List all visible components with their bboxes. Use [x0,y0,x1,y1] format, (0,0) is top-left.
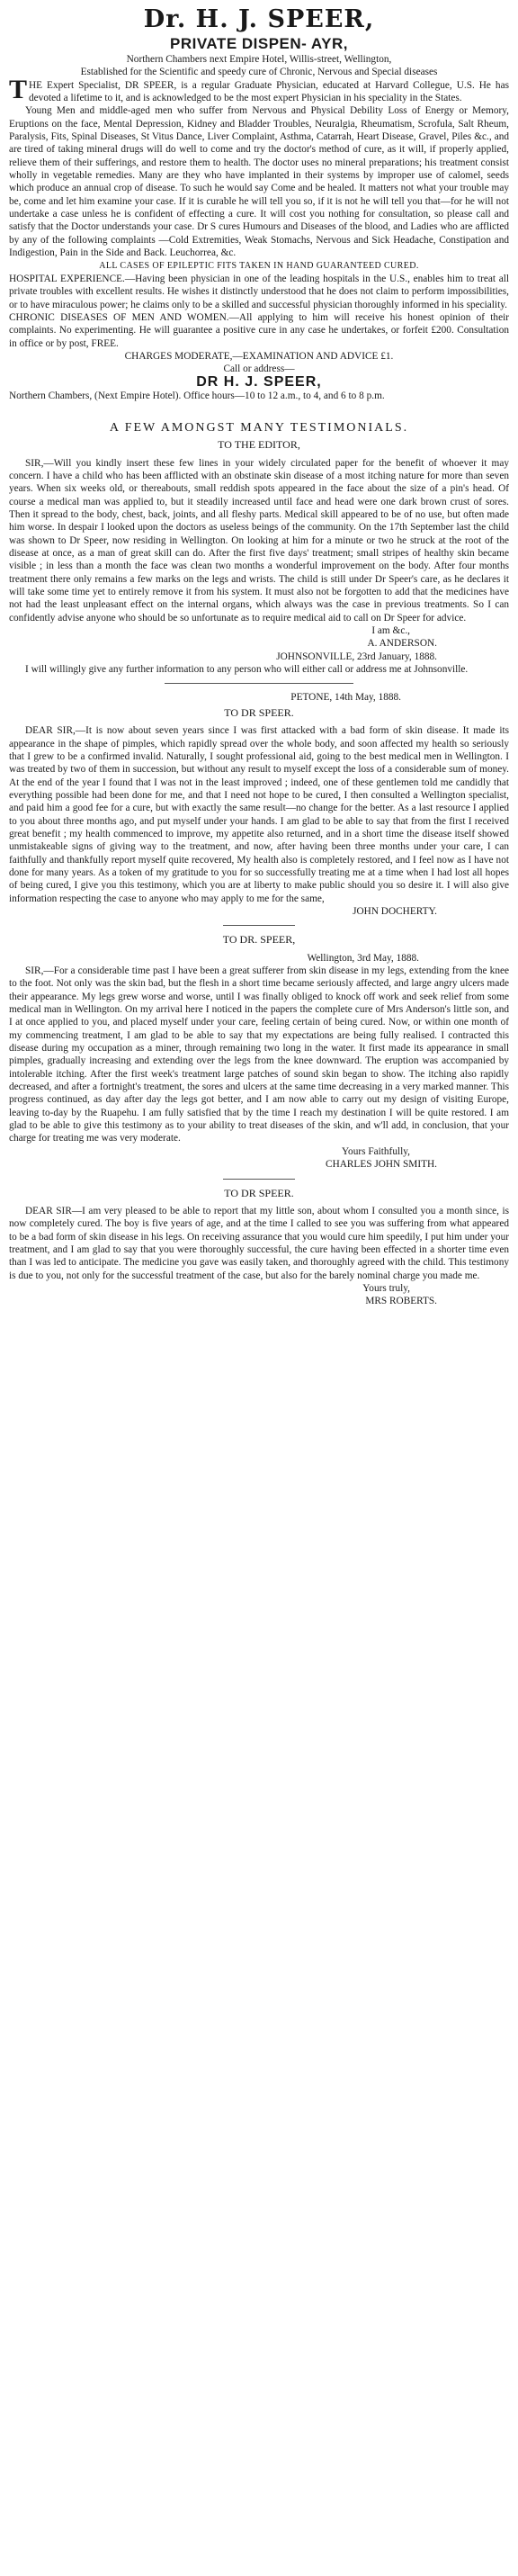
divider [165,683,353,684]
advert-call-name [9,373,509,390]
divider [223,1179,295,1180]
t4-signature: MRS ROBERTS. [365,1296,437,1307]
t4-to: TO DR SPEER. [224,1186,294,1199]
dropcap-t: T [9,74,28,104]
newspaper-page [9,0,509,2576]
t2-to: TO DR SPEER. [224,705,294,719]
t3-to: TO DR. SPEER, [222,933,296,947]
advert-hours: Northern Chambers, (Next Empire Hotel). Office hours—10 to 12 a.m., to 4, and 6 to 8 p.m. [9,390,385,401]
t4-body: DEAR SIR—I am very pleased to be able to report that my little son, about whom I consulted you a month since, is now completely cured. The boy is five years of age, and at the time I called to see you was suffering from what appeared to be a bad form of skin disease in his legs. On receiving assurance that you would cure him speedily, I put him under your treatment, and I am glad to say that you were thoroughly successful, the cure having been effected in a shorter time even than I was led to anticipate. The medicine you gave was easily taken, and thoroughly agreed with the child. This testimony is due to you, not only for the successful treatment of the case, but also for the barely nominal charge you made me. [9,1205,509,1281]
t1-to: TO THE EDITOR, [218,438,300,452]
advert-charges: CHARGES MODERATE,—EXAMINATION AND ADVICE £1. [124,350,394,362]
advert-address: Northern Chambers next Empire Hotel, Willis-street, Wellington, [126,54,392,65]
t2-place-date: PETONE, 14th May, 1888. [290,692,401,704]
t3-place-date: Wellington, 3rd May, 1888. [307,952,419,964]
divider [223,925,295,926]
testimonials-heading: A FEW AMONGST MANY TESTIMONIALS. [109,421,409,435]
t4-closing: Yours truly, [362,1282,410,1294]
call-name: DR H. J. SPEER, [196,373,322,390]
t3-closing: Yours Faithfully, [342,1145,410,1157]
advert-title: Dr. H. J. SPEER, [143,5,375,33]
t2-signature: JOHN DOCHERTY. [353,905,437,917]
advert-call: Call or address— [223,364,295,375]
t3-body: SIR,—For a considerable time past I have been a great sufferer from skin disease in my legs, extending from the knee to the foot. Not only was the skin bad, but the flesh in a short time became seriously affected, and large angry ulcers made their appearance. My legs grew worse and worse, until I was finally obliged to knock off work and seek relief from some medical man in Wellington. On my arrival here I noticed in the papers the complete cure of Mrs Anderson's little son, and I at once applied to you, and placed myself under your care, feeling certain of being cured. Now, or within one month of my commencing treatment, I am glad to be able to say that my expectations are being fully realised. I contracted this disease during my occupation as a miner, through remaining two long in the water. It first made its appearance in small pimples, gradually increasing and extending over the legs from the knee downward. The eruption was accompanied by intolerable itching. After the first week's treatment large patches of sound skin began to show. The itching also rapidly decreased, and after a fortnight's treatment, the sores and ulcers at the same time decreasing in a very marked manner. This progress continued, as day after day the legs got better, and I am now able to carry out my design of visiting Europe, leaving to-day by the Ruapehu. I am fully satisfied that by the time I reach my destination I will be quite restored. I am glad to be able to give this testimony as to your ability to treat diseases of the skin, and w'll add, in conclusion, that your charge for treating me was very moderate. [9,965,509,1144]
advert-established: Established for the Scientific and speedy cure of Chronic, Nervous and Special diseases [80,67,438,78]
t1-body: SIR,—Will you kindly insert these few lines in your widely circulated paper for the benefit of whoever it may concern. I have a child who has been afflicted with an obstinate skin disease of a most itching nature for more than seven years. When six weeks old, or thereabouts, small reddish spots appeared in the face about the size of a pin's head. Of course a medical man was applied to, but it steadily increased until face and head were one dark brown crust of sores. Then it spread to the body, chest, back, joints, and all fleshy parts. Medical skill appeared to be of no use, but often made him worse. In despair I looked upon the doctors as useless beings of the community. On the 17th September last the child was shown to Dr Speer, now residing in Wellington. On looking at him for a minute or two he struck at the root of the disease at once, as a man of great skill can do. After the first five days' treatment; small stripes of healthy skin became visible ; in less than a month the face was clean two months a wonderful improvement on the body. After four months treatment there only remains a few marks on the legs and wrists. The child is still under Dr Speer's care, as he declares it will take some time yet to entirely remove it from his system. It must also not be forgotten to add that the medicines have not had the least unpleasant effect on the internal organs, which always was the case in previous treatments. So I can confidently advise anyone who should be so unfortunate as to require medical aid to call on Dr Speer for advice. [9,457,509,624]
advert-chronic: CHRONIC DISEASES OF MEN AND WOMEN.—All applying to him will receive his honest opinion of their complaints. No experimenting. He will guarantee a positive cure in any case he undertakes, or forfeit £200. Consultation in office or by post, FREE. [9,311,509,349]
advert-intro-text: HE Expert Specialist, DR SPEER, is a regular Graduate Physician, educated at Harvard Collegue, U.S. He has devoted a lifetime to it, and is acknowledged to be the most expert Physician in his speciality in the States. [29,79,509,104]
advert-young-men: Young Men and middle-aged men who suffer from Nervous and Physical Debility Loss of Energy or Memory, Eruptions on the face, Mental Depression, Kidney and Bladder Troubles, Neuralgia, Rheumatism, Scrofula, Salt Rheum, Paralysis, Fits, Spinal Diseases, St Vitus Dance, Liver Complaint, Asthma, Catarrah, Heart Disease, Gravel, Piles &c., and are tired of taking mineral drugs will do well to come and try the doctor's method of cure, as it will, if properly applied, relieve them of their sufferings, and restore them to health. The doctor uses no mineral preparations; his treatment consist wholly in vegetable remedies. Many are they who have implanted in their systems by improper use of calomel, seeds which produce an annual crop of disease. To such he would say Come and be healed. It matters not what your trouble may be, come and let him examine your case. If it is curable he will tell you so, if it is not he will tell you that—for he will not undertake a case unless he is confident of effecting a cure. It will cost you nothing for consultation, so please call and satisfy that the Doctor understands your case. Dr S cures Humours and Diseases of the blood, and Ladies who are afflicted by any of the following complaints —Cold Extremities, Weak Stomachs, Nervous and Sick Headache, Constipation and Indigestion, Pain in the Side and Back. Leuchorrea, &c. [9,105,509,259]
advert-subtitle: PRIVATE DISPEN- AYR, [170,35,348,52]
t2-body: DEAR SIR,—It is now about seven years since I was first attacked with a bad form of skin disease. It made its appearance in the shape of pimples, which rapidly spread over the whole body, and soon affected my health so seriously that I grew to be a confirmed invalid. Naturally, I sought professional aid, going to the best medical men in Wellington. I was treated by two of them in succession, but without any result to myself except the loss of a considerable sum of money. At the end of the year I found that I was not in the least improved ; indeed, one of these gentlemen told me candidly that everything possible had been done for me, and that I need not hope to be cured, I then consulted a Wellington specialist, and paid him a good fee for a cure, but with exactly the same result—no change for the better. As a last resource I applied to you about three months ago, and put myself under your hands. I am glad to be able to say that from the first I received great benefit ; my health commenced to improve, my appetite also returned, and in a short time the disease itself showed unmistakeable signs of giving way to the treatment, and now, after having been three months under your care, I can faithfully and thankfully report myself quite recovered, My health also is completely restored, and I feel now as I have not done for many years. As a token of my gratitude to you for so successfully treating me at a time when I had lost all hopes of being cured, I give you this testimony, which you are at liberty to make public should you so desire it. I will also give information respecting the case to anyone who may apply to me for the same, [9,725,509,904]
t1-closing: I am &c., [371,625,410,637]
advert-intro [9,74,509,105]
t3-signature: CHARLES JOHN SMITH. [326,1159,437,1171]
advert-hospital: HOSPITAL EXPERIENCE.—Having been physician in one of the leading hospitals in the U.S., enables him to treat all private troubles with excellent results. He wishes it distinctly understood that he does not claim to perform impossibilities, or to have miraculous power; he claims only to be a skilled and successful physician thoroughly informed in his speciality. [9,273,509,310]
t1-signature: A. ANDERSON. [367,638,437,650]
t1-place-date: JOHNSONVILLE, 23rd January, 1888. [276,651,437,662]
t1-note: I will willingly give any further information to any person who will either call or address me at Johnsonville. [25,664,469,676]
advert-epileptic: ALL CASES OF EPILEPTIC FITS TAKEN IN HAND GUARANTEED CURED. [99,260,419,271]
